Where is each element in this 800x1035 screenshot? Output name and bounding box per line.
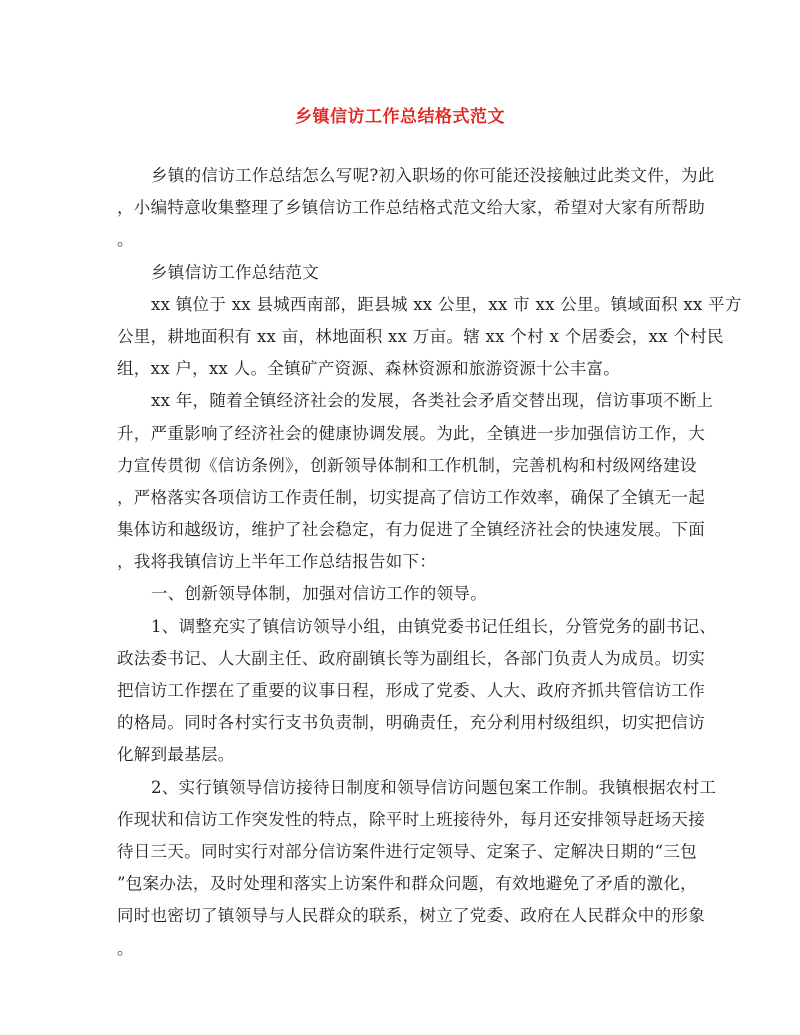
body-line: 待日三天。同时实行对部分信访案件进行定领导、定案子、定解决日期的“三包 [117, 841, 697, 861]
body-line: 1、调整充实了镇信访领导小组，由镇党委书记任组长，分管党务的副书记、 [151, 616, 717, 636]
body-line: 组，xx 户，xx 人。全镇矿产资源、森林资源和旅游资源十公丰富。 [117, 359, 621, 379]
body-line: 。 [117, 230, 134, 250]
body-line: ”包案办法，及时处理和落实上访案件和群众问题，有效地避免了矛盾的激化， [117, 874, 697, 894]
body-line: ，我将我镇信访上半年工作总结报告如下： [117, 552, 437, 572]
body-line: 一、创新领导体制，加强对信访工作的领导。 [151, 584, 487, 604]
body-line: 集体访和越级访，维护了社会稳定，有力促进了全镇经济社会的快速发展。下面 [117, 520, 705, 540]
body-line: ，小编特意收集整理了乡镇信访工作总结格式范文给大家，希望对大家有所帮助 [117, 198, 705, 218]
body-line: 。 [117, 938, 134, 958]
body-line: 把信访工作摆在了重要的议事日程，形成了党委、人大、政府齐抓共管信访工作 [117, 681, 705, 700]
body-line: 力宣传贯彻《信访条例》，创新领导体制和工作机制，完善机构和村级网络建设 [117, 455, 697, 475]
body-line: xx 镇位于 xx 县城西南部，距县城 xx 公里，xx 市 xx 公里。镇域面积 xx 平方 [151, 294, 742, 314]
body-line: 升，严重影响了经济社会的健康协调发展。为此，全镇进一步加强信访工作，大 [117, 423, 705, 443]
body-line: 同时也密切了镇领导与人民群众的联系，树立了党委、政府在人民群众中的形象 [117, 906, 705, 926]
body-line: 公里，耕地面积有 xx 亩，林地面积 xx 万亩。辖 xx 个村 x 个居委会，xx 个村民 [117, 326, 724, 346]
body-line: 乡镇信访工作总结范文 [151, 262, 319, 282]
body-line: 政法委书记、人大副主任、政府副镇长等为副组长，各部门负责人为成员。切实 [117, 648, 705, 668]
document-title: 乡镇信访工作总结格式范文 [295, 107, 505, 127]
body-line: ，严格落实各项信访工作责任制，切实提高了信访工作效率，确保了全镇无一起 [117, 487, 705, 507]
body-line: 化解到最基层。 [117, 745, 235, 765]
body-line: xx 年，随着全镇经济社会的发展，各类社会矛盾交替出现，信访事项不断上 [151, 391, 714, 411]
body-line: 的格局。同时各村实行支书负责制，明确责任，充分利用村级组织，切实把信访 [117, 713, 705, 733]
document-body [117, 160, 742, 965]
body-line: 作现状和信访工作突发性的特点，除平时上班接待外，每月还安排领导赶场天接 [117, 809, 705, 829]
body-line: 乡镇的信访工作总结怎么写呢?初入职场的你可能还没接触过此类文件，为此 [151, 166, 715, 185]
body-line: 2、实行镇领导信访接待日制度和领导信访问题包案工作制。我镇根据农村工 [151, 777, 717, 797]
